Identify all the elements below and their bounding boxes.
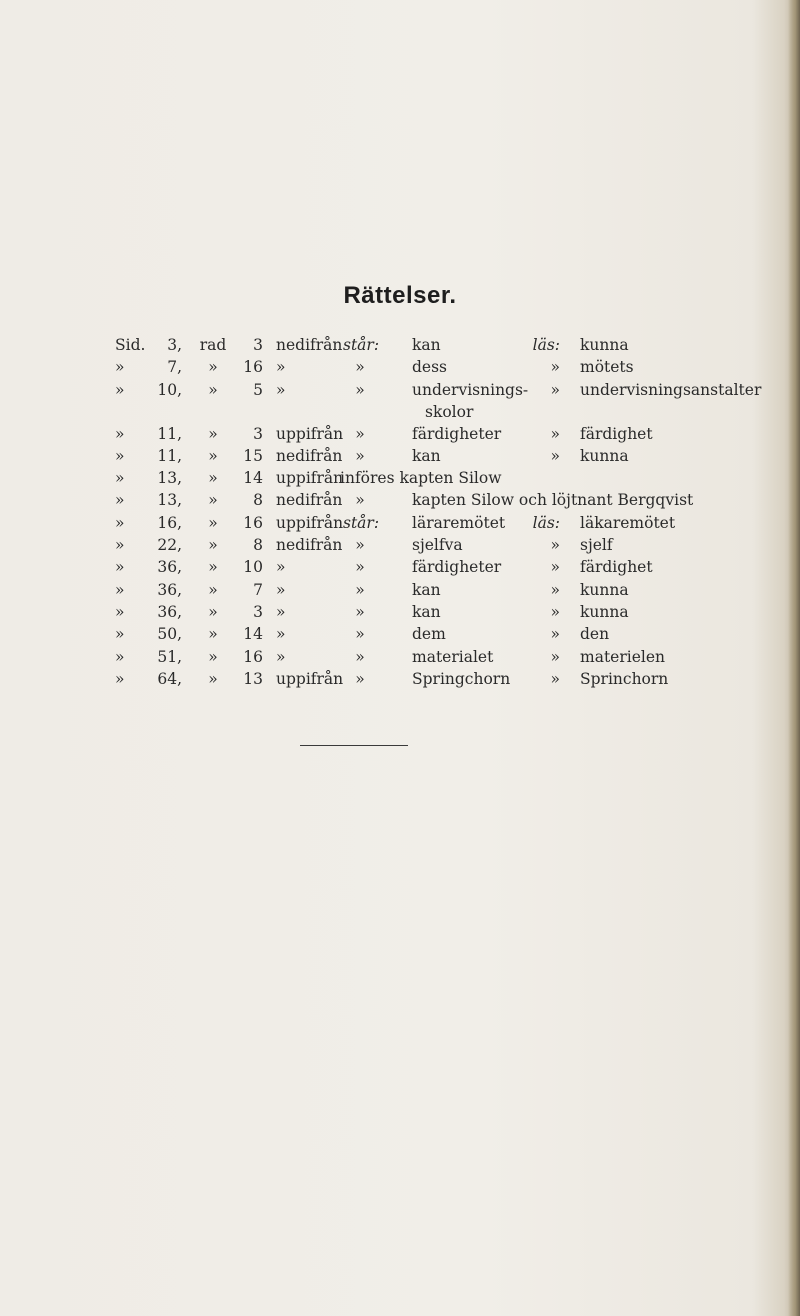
direction: » bbox=[276, 602, 286, 621]
rad-ditto: » bbox=[208, 536, 218, 555]
errata-row bbox=[0, 536, 800, 558]
wrong-text: kan bbox=[412, 580, 441, 599]
star-label: står: bbox=[343, 513, 380, 532]
line-number: 16 bbox=[243, 513, 263, 532]
direction: uppifrån bbox=[276, 669, 344, 688]
rad-ditto: » bbox=[208, 647, 218, 666]
star-label: » bbox=[355, 625, 365, 644]
direction: uppifrån bbox=[276, 424, 344, 443]
correct-text: kunna bbox=[580, 580, 629, 599]
page-number: 50, bbox=[157, 625, 182, 644]
errata-row bbox=[0, 514, 800, 536]
page-number: 7, bbox=[167, 358, 182, 377]
star-label: » bbox=[355, 446, 365, 465]
line-number: 3 bbox=[253, 424, 263, 443]
star-label: » bbox=[355, 491, 365, 510]
correct-text: materielen bbox=[580, 647, 665, 666]
las-label: » bbox=[550, 669, 560, 688]
correct-text: kunna bbox=[580, 602, 629, 621]
direction: uppifrån bbox=[276, 469, 344, 488]
page-number: 36, bbox=[157, 580, 182, 599]
direction: » bbox=[276, 647, 286, 666]
sid-ditto: » bbox=[115, 380, 125, 399]
rad-ditto: » bbox=[208, 602, 218, 621]
wrong-text: färdigheter bbox=[412, 558, 502, 577]
wrong-text: dess bbox=[412, 358, 448, 377]
direction: uppifrån bbox=[276, 513, 344, 532]
direction: nedifrån bbox=[276, 446, 343, 465]
wrong-text: materialet bbox=[412, 647, 494, 666]
direction: nedifrån bbox=[276, 536, 343, 555]
rad-ditto: » bbox=[208, 513, 218, 532]
las-label: » bbox=[550, 580, 560, 599]
las-label: » bbox=[550, 446, 560, 465]
las-label: » bbox=[550, 380, 560, 399]
direction: » bbox=[276, 380, 286, 399]
star-label: » bbox=[355, 358, 365, 377]
errata-table bbox=[0, 336, 800, 692]
direction: » bbox=[276, 558, 286, 577]
line-number: 13 bbox=[243, 669, 263, 688]
wrong-text: Springchorn bbox=[412, 669, 511, 688]
line-number: 14 bbox=[243, 469, 263, 488]
page-number: 13, bbox=[157, 469, 182, 488]
page-number: 36, bbox=[157, 602, 182, 621]
sid-ditto: » bbox=[115, 491, 125, 510]
sid-ditto: » bbox=[115, 424, 125, 443]
line-number: 8 bbox=[253, 491, 263, 510]
wrong-text-continued: skolor bbox=[425, 402, 474, 421]
sid-ditto: » bbox=[115, 446, 125, 465]
correct-text: mötets bbox=[580, 358, 634, 377]
page-number: 10, bbox=[157, 380, 182, 399]
direction: » bbox=[276, 580, 286, 599]
star-label: » bbox=[355, 647, 365, 666]
sid-ditto: » bbox=[115, 536, 125, 555]
direction: » bbox=[276, 625, 286, 644]
line-number: 14 bbox=[243, 625, 263, 644]
line-number: 7 bbox=[253, 580, 263, 599]
sid-ditto: » bbox=[115, 625, 125, 644]
correct-text: kunna bbox=[580, 446, 629, 465]
star-label: » bbox=[355, 669, 365, 688]
direction: nedifrån bbox=[276, 336, 343, 354]
correct-text: färdighet bbox=[580, 558, 653, 577]
correct-text: färdighet bbox=[580, 424, 653, 443]
sid-label: Sid. bbox=[115, 336, 146, 354]
page-number: 22, bbox=[157, 536, 182, 555]
star-label: » bbox=[355, 536, 365, 555]
errata-row bbox=[0, 491, 800, 513]
wrong-text: färdigheter bbox=[412, 424, 502, 443]
correct-text: Sprinchorn bbox=[580, 669, 669, 688]
wrong-text: sjelfva bbox=[412, 536, 463, 555]
rad-ditto: » bbox=[208, 469, 218, 488]
star-label: » bbox=[355, 380, 365, 399]
las-label: » bbox=[550, 602, 560, 621]
page-number: 51, bbox=[157, 647, 182, 666]
inserted-text: kapten Silow och löjtnant Bergqvist bbox=[412, 491, 694, 510]
page-number: 13, bbox=[157, 491, 182, 510]
wrong-text: undervisnings- bbox=[412, 380, 529, 399]
line-number: 16 bbox=[243, 647, 263, 666]
rad-ditto: » bbox=[208, 625, 218, 644]
errata-row bbox=[0, 558, 800, 580]
las-label: » bbox=[550, 558, 560, 577]
sid-ditto: » bbox=[115, 513, 125, 532]
line-number: 15 bbox=[243, 446, 263, 465]
errata-row bbox=[0, 447, 800, 469]
page-number: 36, bbox=[157, 558, 182, 577]
errata-row bbox=[0, 625, 800, 647]
direction: » bbox=[276, 358, 286, 377]
line-number: 10 bbox=[243, 558, 263, 577]
direction: nedifrån bbox=[276, 491, 343, 510]
sid-ditto: » bbox=[115, 669, 125, 688]
sid-ditto: » bbox=[115, 358, 125, 377]
line-number: 3 bbox=[253, 336, 263, 354]
las-label: » bbox=[550, 358, 560, 377]
sid-ditto: » bbox=[115, 602, 125, 621]
las-label: läs: bbox=[532, 513, 560, 532]
wrong-text: kan bbox=[412, 336, 441, 354]
page-number: 64, bbox=[157, 669, 182, 688]
correct-text: den bbox=[580, 625, 610, 644]
errata-row bbox=[0, 358, 800, 380]
page-number: 11, bbox=[157, 446, 182, 465]
errata-row bbox=[0, 603, 800, 625]
correct-text: kunna bbox=[580, 336, 629, 354]
correct-text: läkaremötet bbox=[580, 513, 676, 532]
inserted-text: införes kapten Silow bbox=[340, 469, 502, 488]
sid-ditto: » bbox=[115, 647, 125, 666]
line-number: 8 bbox=[253, 536, 263, 555]
wrong-text: kan bbox=[412, 602, 441, 621]
line-number: 3 bbox=[253, 602, 263, 621]
page-number: 3, bbox=[167, 336, 182, 354]
las-label: läs: bbox=[532, 336, 560, 354]
star-label: » bbox=[355, 580, 365, 599]
page-number: 11, bbox=[157, 424, 182, 443]
rad-ditto: » bbox=[208, 558, 218, 577]
line-number: 16 bbox=[243, 358, 263, 377]
errata-header-row bbox=[0, 336, 800, 358]
errata-row bbox=[0, 469, 800, 491]
errata-row bbox=[0, 670, 800, 692]
wrong-text: läraremötet bbox=[412, 513, 506, 532]
errata-row bbox=[0, 425, 800, 447]
sid-ditto: » bbox=[115, 580, 125, 599]
wrong-text: kan bbox=[412, 446, 441, 465]
correct-text: undervisningsanstalter bbox=[580, 380, 762, 399]
correct-text: sjelf bbox=[580, 536, 613, 555]
errata-row bbox=[0, 581, 800, 603]
end-rule bbox=[300, 745, 408, 746]
las-label: » bbox=[550, 625, 560, 644]
las-label: » bbox=[550, 424, 560, 443]
rad-label: rad bbox=[199, 336, 227, 354]
star-label: » bbox=[355, 602, 365, 621]
star-label: » bbox=[355, 558, 365, 577]
star-label: står: bbox=[343, 336, 380, 354]
las-label: » bbox=[550, 647, 560, 666]
rad-ditto: » bbox=[208, 380, 218, 399]
rad-ditto: » bbox=[208, 424, 218, 443]
errata-row bbox=[0, 648, 800, 670]
las-label: » bbox=[550, 536, 560, 555]
page-title: Rättelser. bbox=[343, 282, 457, 309]
rad-ditto: » bbox=[208, 491, 218, 510]
wrong-text: dem bbox=[412, 625, 446, 644]
rad-ditto: » bbox=[208, 446, 218, 465]
rad-ditto: » bbox=[208, 580, 218, 599]
rad-ditto: » bbox=[208, 669, 218, 688]
line-number: 5 bbox=[253, 380, 263, 399]
sid-ditto: » bbox=[115, 469, 125, 488]
page-number: 16, bbox=[157, 513, 182, 532]
errata-row bbox=[0, 381, 800, 425]
star-label: » bbox=[355, 424, 365, 443]
rad-ditto: » bbox=[208, 358, 218, 377]
sid-ditto: » bbox=[115, 558, 125, 577]
